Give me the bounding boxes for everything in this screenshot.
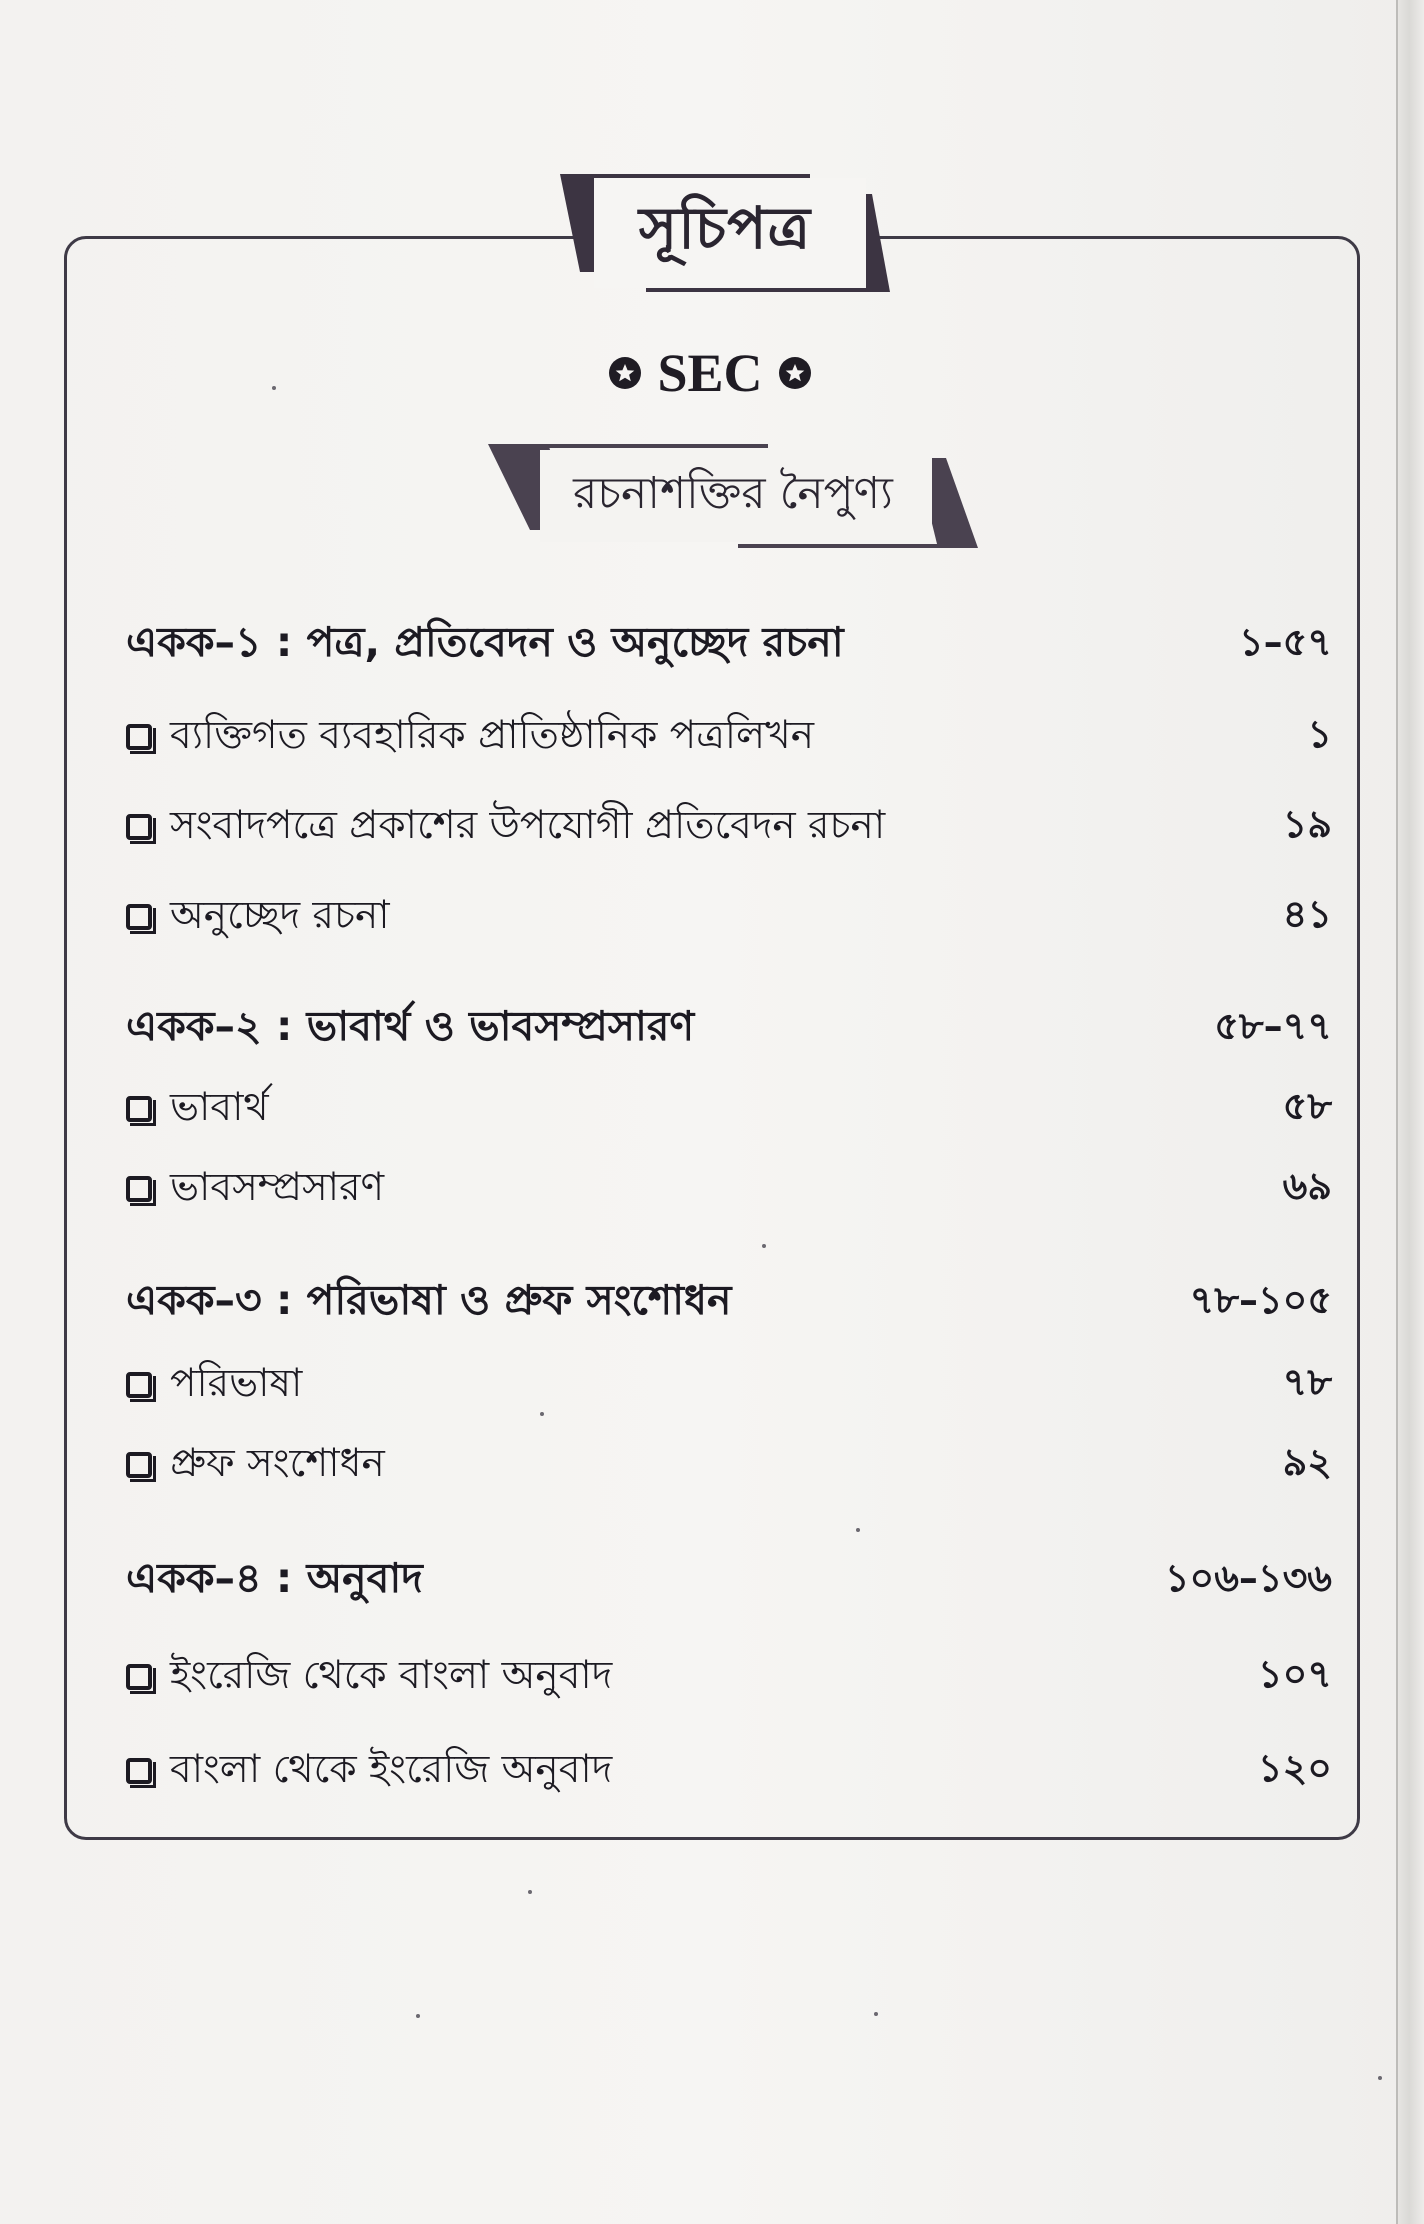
section-title: রচনাশক্তির নৈপুণ্য bbox=[573, 467, 893, 519]
item-page: ৫৮ bbox=[1282, 1084, 1332, 1128]
item-page: ৯২ bbox=[1282, 1440, 1332, 1484]
list-item[interactable] bbox=[126, 1350, 1336, 1420]
checkbox-icon bbox=[126, 1176, 152, 1202]
unit-title: একক–১ : পত্র, প্রতিবেদন ও অনুচ্ছেদ রচনা bbox=[126, 617, 844, 666]
checkbox-icon bbox=[126, 724, 152, 750]
list-item[interactable] bbox=[126, 1430, 1336, 1500]
section-banner bbox=[488, 440, 978, 552]
unit-title: একক–৪ : অনুবাদ bbox=[126, 1553, 423, 1602]
checkbox-icon bbox=[126, 1452, 152, 1478]
item-title: ইংরেজি থেকে বাংলা অনুবাদ bbox=[170, 1652, 613, 1698]
checkbox-icon bbox=[126, 1096, 152, 1122]
list-item[interactable] bbox=[126, 882, 1336, 952]
star-icon bbox=[779, 357, 811, 389]
unit-heading[interactable] bbox=[126, 994, 1336, 1064]
item-title: অনুচ্ছেদ রচনা bbox=[170, 892, 390, 938]
list-item[interactable] bbox=[126, 1642, 1336, 1712]
title-banner bbox=[560, 170, 890, 295]
scan-speck bbox=[540, 1412, 544, 1416]
page-edge bbox=[1396, 0, 1424, 2224]
item-page: ৭৮ bbox=[1282, 1360, 1332, 1404]
item-title: প্রুফ সংশোধন bbox=[170, 1440, 385, 1486]
item-title: সংবাদপত্রে প্রকাশের উপযোগী প্রতিবেদন রচনা bbox=[170, 802, 886, 848]
unit-heading[interactable] bbox=[126, 610, 1336, 680]
checkbox-icon bbox=[126, 1664, 152, 1690]
item-page: ১০৭ bbox=[1257, 1652, 1332, 1696]
unit-heading[interactable] bbox=[126, 1546, 1336, 1616]
scan-speck bbox=[528, 1890, 532, 1894]
item-page: ৪১ bbox=[1282, 892, 1332, 936]
unit-title: একক–৩ : পরিভাষা ও প্রুফ সংশোধন bbox=[126, 1275, 732, 1324]
list-item[interactable] bbox=[126, 792, 1336, 862]
list-item[interactable] bbox=[126, 702, 1336, 772]
item-page: ১২০ bbox=[1257, 1746, 1332, 1790]
unit-page-range: ১–৫৭ bbox=[1238, 620, 1332, 664]
item-page: ১ bbox=[1307, 712, 1332, 756]
item-title: ভাবসম্প্রসারণ bbox=[170, 1164, 385, 1210]
list-item[interactable] bbox=[126, 1154, 1336, 1224]
unit-page-range: ৭৮–১০৫ bbox=[1189, 1278, 1332, 1322]
item-page: ৬৯ bbox=[1282, 1164, 1332, 1208]
scan-speck bbox=[874, 2012, 878, 2016]
item-title: ভাবার্থ bbox=[170, 1084, 269, 1130]
star-icon bbox=[609, 357, 641, 389]
item-title: ব্যক্তিগত ব্যবহারিক প্রাতিষ্ঠানিক পত্রলিখন bbox=[170, 712, 814, 758]
unit-page-range: ৫৮–৭৭ bbox=[1214, 1004, 1332, 1048]
checkbox-icon bbox=[126, 814, 152, 840]
scan-speck bbox=[416, 2014, 420, 2018]
list-item[interactable] bbox=[126, 1074, 1336, 1144]
scan-speck bbox=[762, 1244, 766, 1248]
item-title: পরিভাষা bbox=[170, 1360, 303, 1406]
unit-title: একক–২ : ভাবার্থ ও ভাবসম্প্রসারণ bbox=[126, 1001, 695, 1050]
unit-heading[interactable] bbox=[126, 1268, 1336, 1338]
scan-speck bbox=[856, 1528, 860, 1532]
item-title: বাংলা থেকে ইংরেজি অনুবাদ bbox=[170, 1746, 613, 1792]
unit-page-range: ১০৬–১৩৬ bbox=[1164, 1556, 1332, 1600]
scan-speck bbox=[272, 386, 276, 390]
checkbox-icon bbox=[126, 1758, 152, 1784]
course-code: SEC bbox=[657, 343, 763, 403]
list-item[interactable] bbox=[126, 1736, 1336, 1806]
scan-speck bbox=[1378, 2076, 1382, 2080]
checkbox-icon bbox=[126, 904, 152, 930]
page-title: সূচিপত্র bbox=[638, 194, 812, 262]
course-line bbox=[560, 338, 860, 408]
checkbox-icon bbox=[126, 1372, 152, 1398]
item-page: ১৯ bbox=[1282, 802, 1332, 846]
